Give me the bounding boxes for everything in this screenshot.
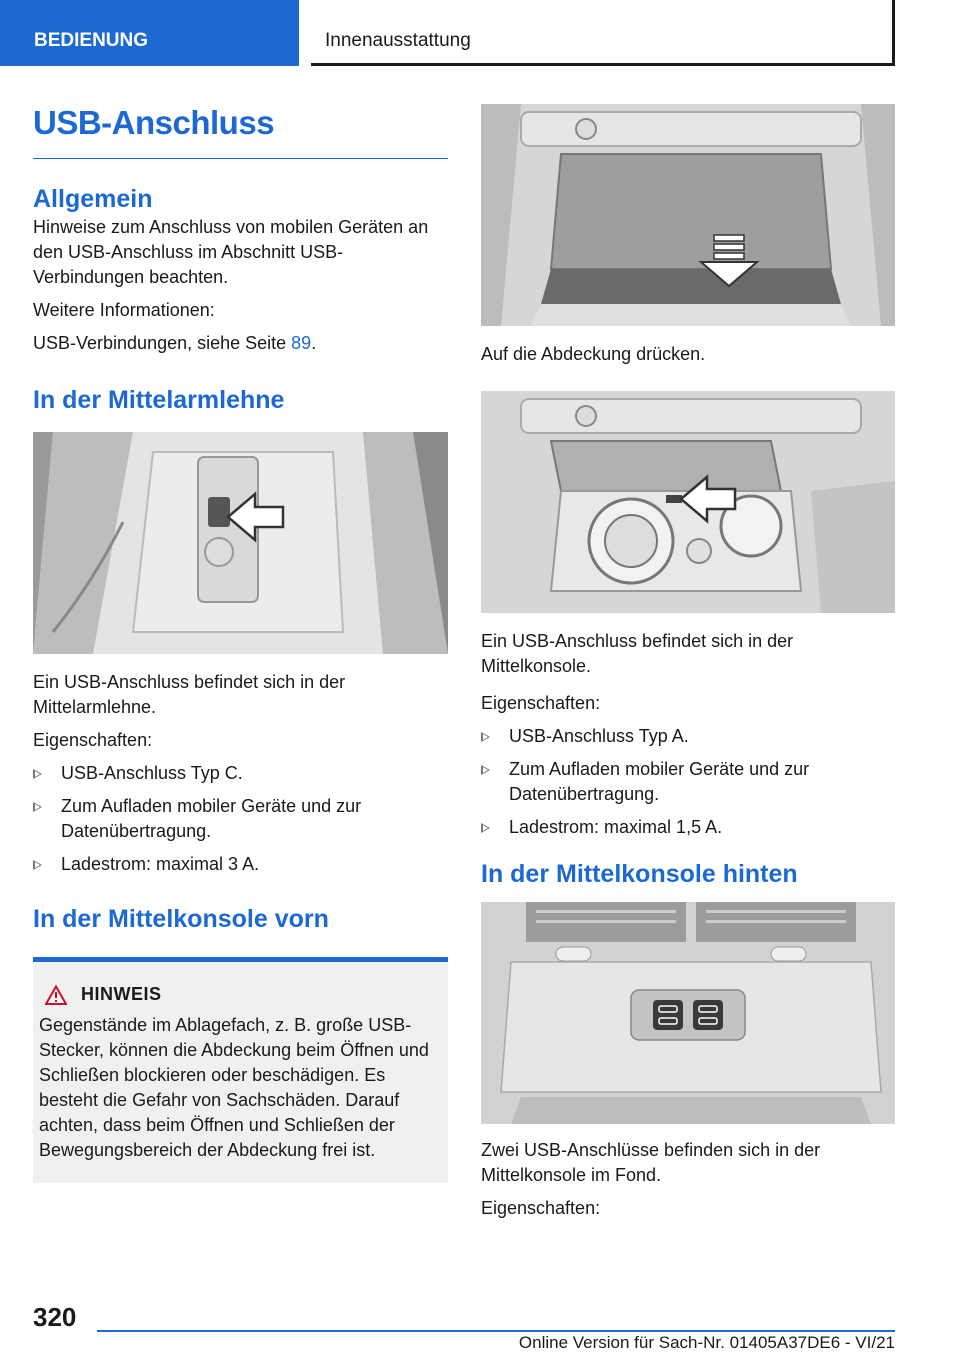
list-item: Ladestrom: maximal 1,5 A. xyxy=(481,815,895,840)
notice-title: HINWEIS xyxy=(81,984,162,1004)
list-item: USB-Anschluss Typ A. xyxy=(481,724,895,749)
list-item: Zum Aufladen mobiler Geräte und zur Datenübertragung. xyxy=(33,794,448,844)
right-column xyxy=(481,104,895,1221)
triangle-right-icon xyxy=(481,765,490,775)
armrest-properties-list xyxy=(33,761,448,877)
heading-rear-console: In der Mittelkonsole hinten xyxy=(481,860,798,888)
cross-reference xyxy=(33,331,448,356)
triangle-right-icon xyxy=(33,769,42,779)
triangle-right-icon xyxy=(33,860,42,870)
chapter-header xyxy=(311,0,895,66)
armrest-illustration xyxy=(33,432,448,654)
footer-divider xyxy=(97,1330,895,1332)
chapter-title: Innenausstattung xyxy=(325,30,471,51)
front-console-properties-label: Eigenschaften: xyxy=(481,693,601,713)
heading-armrest: In der Mittelarmlehne xyxy=(33,386,285,414)
heading-front-console: In der Mittelkonsole vorn xyxy=(33,905,329,933)
triangle-right-icon xyxy=(481,823,490,833)
notice-box xyxy=(33,957,448,1183)
footer-text: Online Version für Sach-Nr. 01405A37DE6 - VI/21 xyxy=(518,1333,895,1352)
triangle-right-icon xyxy=(33,802,42,812)
front-console-illustration xyxy=(481,391,895,613)
warning-triangle-icon xyxy=(45,985,67,1005)
step-caption: Auf die Abdeckung drücken. xyxy=(481,344,706,364)
rear-console-usb-photo xyxy=(481,902,895,1124)
notice-text: Gegenstände im Ablagefach, z. B. große USB-Stecker, können die Abdeckung beim Öffnen und Schließen blockieren oder beschädigen. Es besteht die Gefahr von Sachschäden. Darauf achten, dass beim Öffnen und Schließen der Bewegungsbereich der Abdeckung frei ist. xyxy=(39,1015,429,1160)
notice-header xyxy=(39,984,442,1005)
rear-console-caption: Zwei USB-Anschlüsse befinden sich in der Mittelkonsole im Fond. xyxy=(481,1140,821,1185)
heading-general: Allgemein xyxy=(33,185,153,213)
left-column xyxy=(33,100,448,1183)
cross-reference-text: USB-Verbindungen, siehe Seite xyxy=(33,333,292,353)
section-title: BEDIENUNG xyxy=(34,30,149,51)
front-console-usb-photo xyxy=(481,391,895,613)
general-text: Hinweise zum Anschluss von mobilen Geräten an den USB-Anschluss im Abschnitt USB-Verbindungen beachten. xyxy=(33,217,429,287)
cross-reference-end: . xyxy=(311,333,317,353)
armrest-usb-photo xyxy=(33,432,448,654)
section-tab xyxy=(0,0,299,66)
rear-console-properties-label: Eigenschaften: xyxy=(481,1198,601,1218)
list-item: USB-Anschluss Typ C. xyxy=(33,761,448,786)
more-info-label: Weitere Informationen: xyxy=(33,300,215,320)
list-item: Zum Aufladen mobiler Geräte und zur Datenübertragung. xyxy=(481,757,895,807)
cover-press-photo xyxy=(481,104,895,326)
front-console-caption: Ein USB-Anschluss befindet sich in der Mittelkonsole. xyxy=(481,631,794,676)
armrest-caption: Ein USB-Anschluss befindet sich in der Mittelarmlehne. xyxy=(33,672,346,717)
page-number: 320 xyxy=(33,1302,77,1332)
armrest-properties-label: Eigenschaften: xyxy=(33,730,153,750)
list-item: Ladestrom: maximal 3 A. xyxy=(33,852,448,877)
front-console-properties-list xyxy=(481,724,895,840)
rear-console-illustration xyxy=(481,902,895,1124)
page-title: USB-Anschluss xyxy=(33,100,448,159)
triangle-right-icon xyxy=(481,732,490,742)
page-link[interactable]: 89 xyxy=(291,333,312,353)
cover-press-illustration xyxy=(481,104,895,326)
